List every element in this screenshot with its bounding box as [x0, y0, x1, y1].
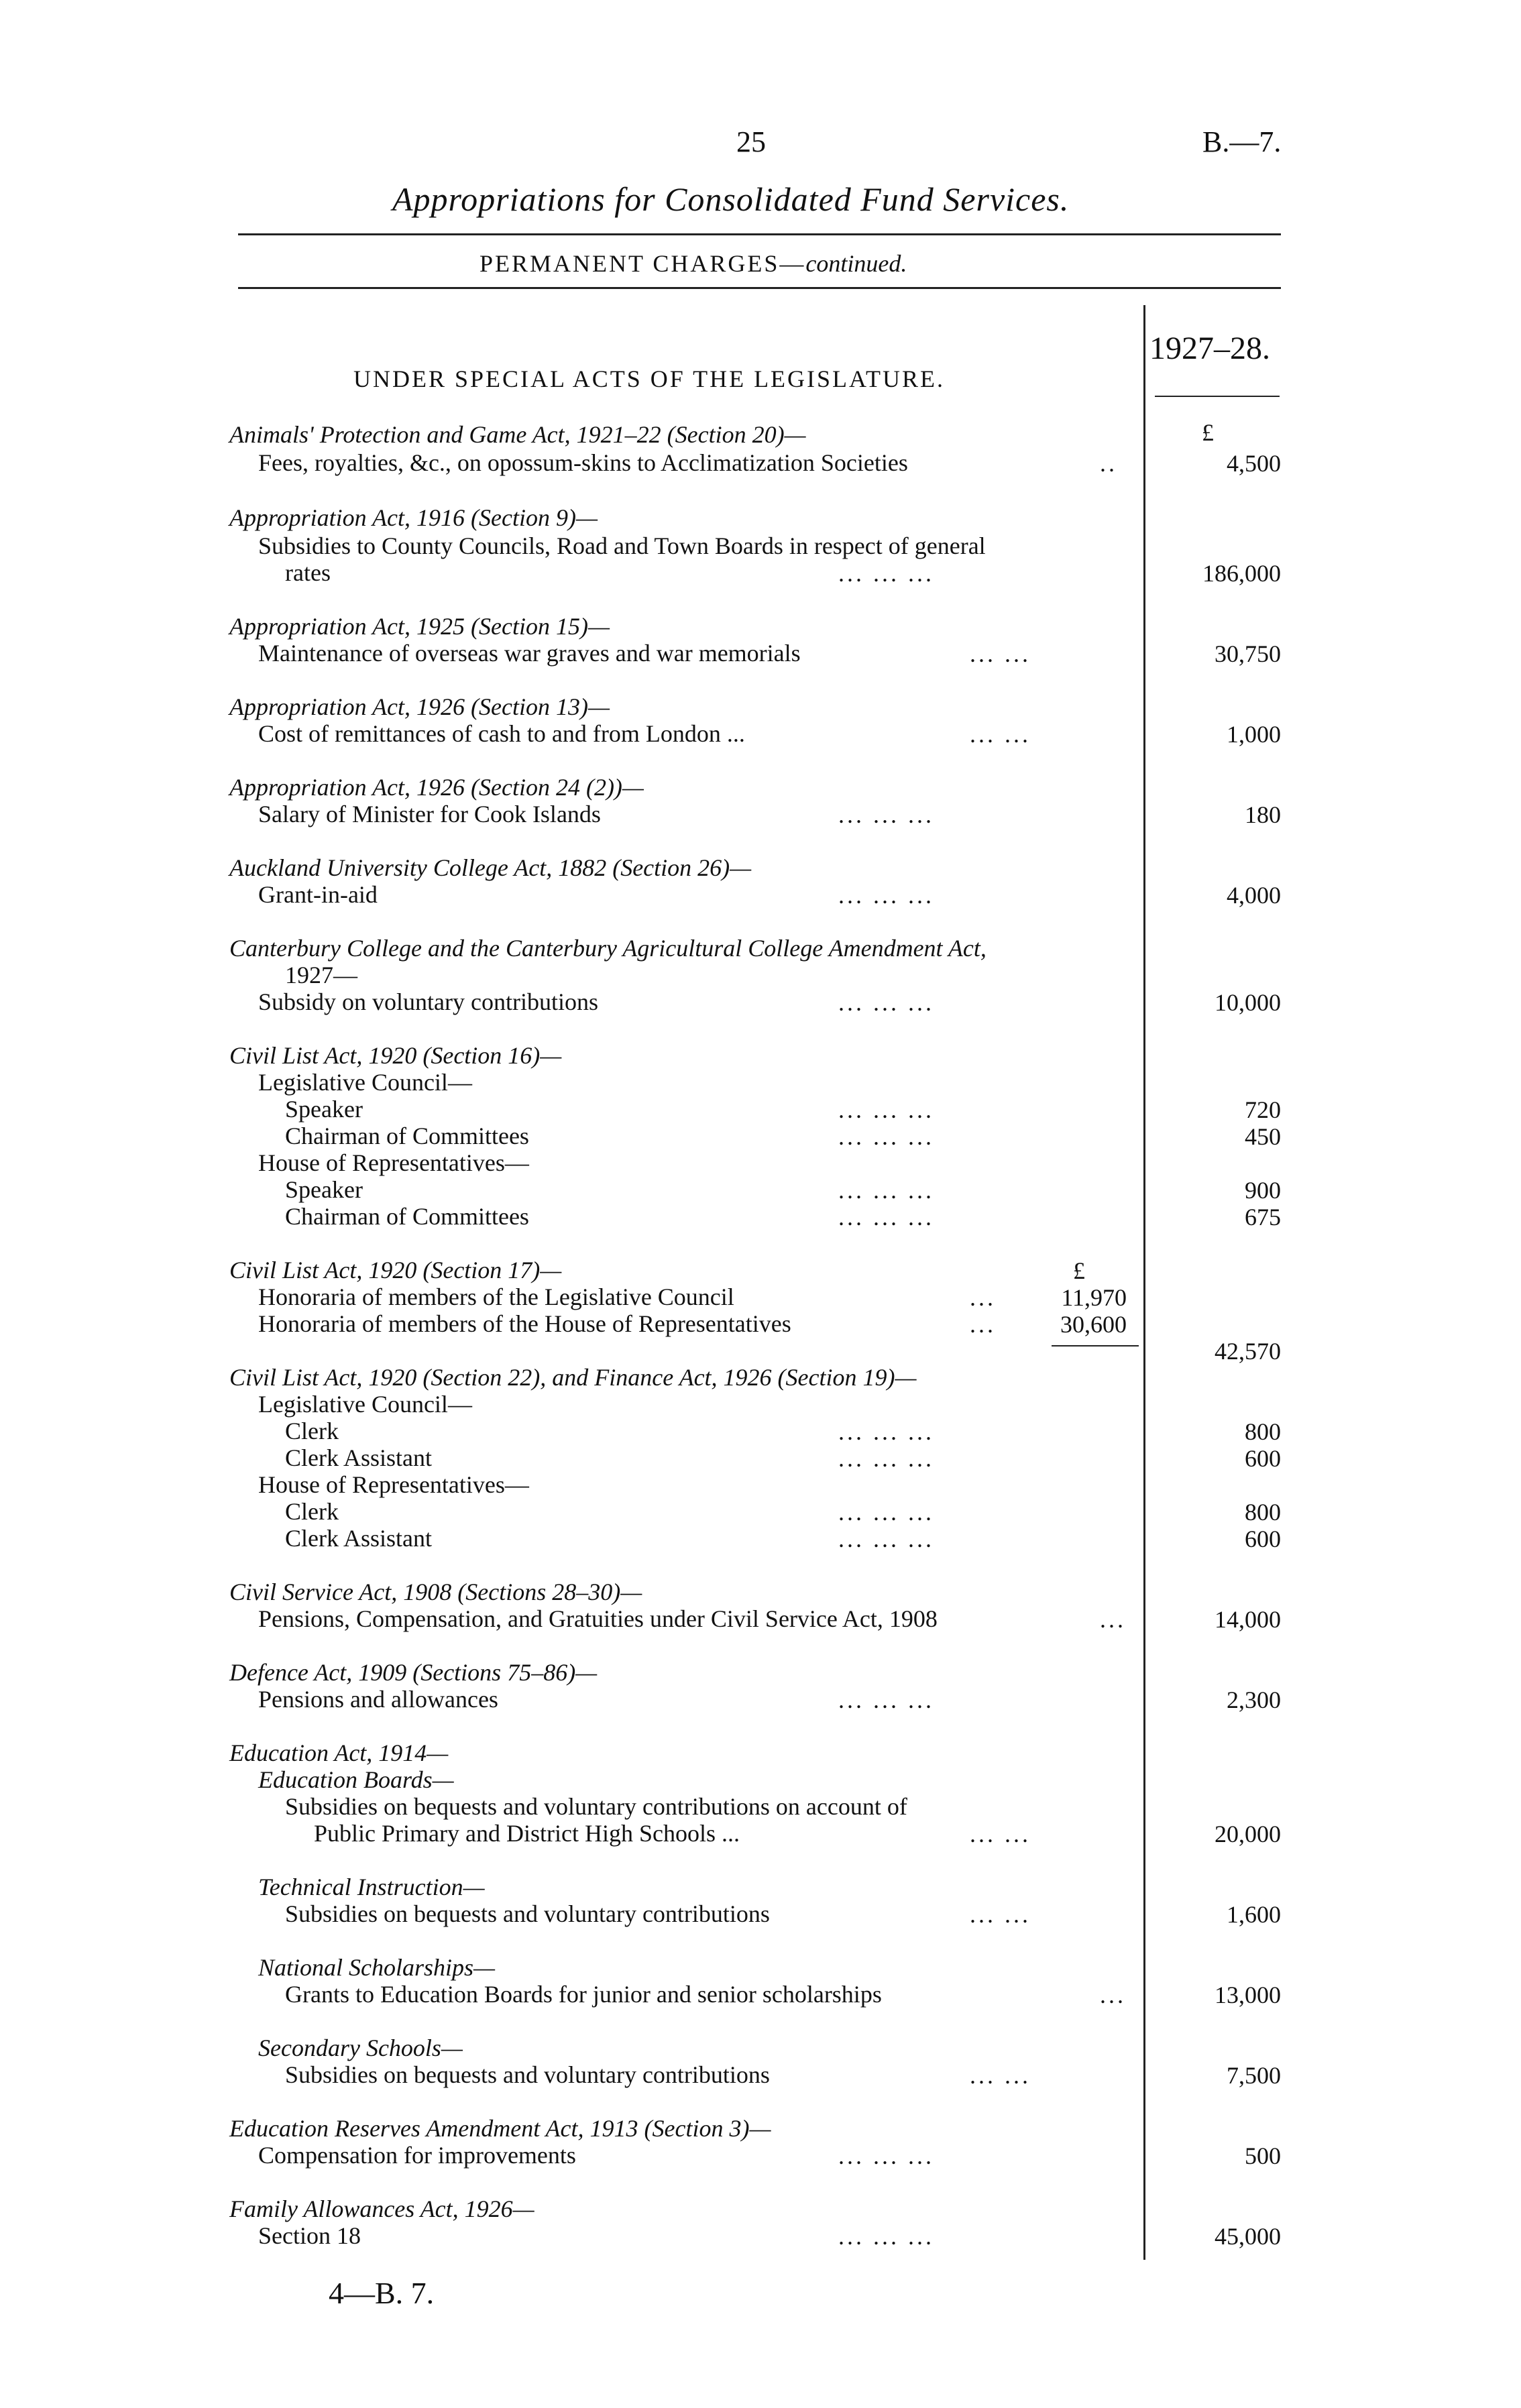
leader-dots: ... ... ...	[838, 1445, 934, 1472]
leader-dots: ... ... ...	[838, 1177, 934, 1204]
act-title: Appropriation Act, 1916 (Section 9)—	[229, 504, 598, 531]
amount: 14,000	[1215, 1606, 1281, 1633]
amount: 180	[1245, 801, 1281, 828]
item-text: Clerk	[285, 1498, 339, 1525]
subtotal-rule	[1052, 1345, 1139, 1346]
item-text: rates	[285, 559, 331, 586]
amount: 900	[1245, 1177, 1281, 1204]
leader-dots: ... ...	[970, 2062, 1031, 2089]
act-title: Family Allowances Act, 1926—	[229, 2195, 534, 2222]
act-title: Auckland University College Act, 1882 (Section 26)—	[229, 854, 752, 881]
inner-currency-symbol: £	[1073, 1257, 1085, 1284]
item-text: Pensions, Compensation, and Gratuities under Civil Service Act, 1908	[258, 1605, 938, 1632]
page-subtitle: PERMANENT CHARGES—continued.	[480, 250, 907, 277]
amount: 4,000	[1227, 882, 1281, 909]
leader-dots: ... ... ...	[838, 560, 934, 587]
leader-dots: ... ...	[970, 721, 1031, 748]
item-text: Subsidy on voluntary contributions	[258, 988, 598, 1015]
leader-dots: ... ...	[970, 640, 1031, 667]
amount: 1,000	[1227, 721, 1281, 748]
amount: 500	[1245, 2142, 1281, 2169]
amount: 4,500	[1227, 450, 1281, 477]
amount: 800	[1245, 1499, 1281, 1526]
sub-heading: Education Boards—	[258, 1766, 454, 1793]
sub-amount: 11,970	[1061, 1284, 1127, 1311]
amount: 600	[1245, 1526, 1281, 1552]
act-title-continued: 1927—	[285, 962, 357, 988]
group-heading: Legislative Council—	[258, 1069, 472, 1096]
amount-column-divider	[1143, 305, 1145, 2260]
title-rule	[238, 233, 1281, 235]
leader-dots: ... ... ...	[838, 2142, 934, 2169]
sub-heading: National Scholarships—	[258, 1954, 496, 1981]
section-heading: UNDER SPECIAL ACTS OF THE LEGISLATURE.	[353, 365, 946, 392]
amount: 186,000	[1202, 560, 1281, 587]
amount: 30,750	[1215, 640, 1281, 667]
page-title: Appropriations for Consolidated Fund Services.	[392, 180, 1070, 218]
leader-dots: ... ...	[970, 1901, 1031, 1928]
leader-dots: ... ... ...	[838, 1686, 934, 1713]
act-title: Animals' Protection and Game Act, 1921–22 (Section 20)—	[229, 421, 806, 448]
act-title: Civil List Act, 1920 (Section 16)—	[229, 1042, 562, 1069]
group-heading: Legislative Council—	[258, 1391, 472, 1418]
sub-amount: 30,600	[1060, 1311, 1127, 1338]
item-text: Maintenance of overseas war graves and war memorials	[258, 640, 801, 667]
leader-dots: ... ... ...	[838, 1204, 934, 1230]
act-title: Education Reserves Amendment Act, 1913 (Section 3)—	[229, 2115, 771, 2142]
act-title: Appropriation Act, 1925 (Section 15)—	[229, 613, 610, 640]
item-text: Honoraria of members of the House of Representatives	[258, 1310, 791, 1337]
amount: 7,500	[1227, 2062, 1281, 2089]
item-text: Chairman of Committees	[285, 1123, 529, 1149]
item-text: Public Primary and District High Schools ...	[314, 1820, 740, 1847]
act-title: Appropriation Act, 1926 (Section 13)—	[229, 693, 610, 720]
amount: 800	[1245, 1418, 1281, 1445]
item-text: Compensation for improvements	[258, 2142, 576, 2169]
item-text: Clerk	[285, 1418, 339, 1444]
page-number: 25	[736, 125, 766, 158]
leader-dots: ... ... ...	[838, 1096, 934, 1123]
amount: 20,000	[1215, 1821, 1281, 1847]
year-header-rule	[1155, 396, 1280, 397]
item-text: Pensions and allowances	[258, 1686, 498, 1713]
leader-dots: ...	[970, 1284, 996, 1311]
leader-dots: ...	[1100, 1982, 1126, 2008]
amount: 2,300	[1227, 1686, 1281, 1713]
item-text: Honoraria of members of the Legislative Council	[258, 1283, 734, 1310]
act-title: Canterbury College and the Canterbury Agricultural College Amendment Act,	[229, 935, 987, 962]
act-title: Civil Service Act, 1908 (Sections 28–30)—	[229, 1579, 642, 1605]
leader-dots: ... ...	[970, 1821, 1031, 1847]
act-title: Appropriation Act, 1926 (Section 24 (2))—	[229, 774, 644, 801]
amount: 10,000	[1215, 989, 1281, 1016]
act-title: Defence Act, 1909 (Sections 75–86)—	[229, 1659, 598, 1686]
item-text: Subsidies to County Councils, Road and Town Boards in respect of general	[258, 532, 986, 559]
page-footer: 4—B. 7.	[329, 2276, 435, 2310]
leader-dots: ... ... ...	[838, 1123, 934, 1150]
subtitle-rule	[238, 287, 1281, 289]
item-text: Grant-in-aid	[258, 881, 378, 908]
group-heading: House of Representatives—	[258, 1149, 529, 1176]
item-text: Cost of remittances of cash to and from London ...	[258, 720, 745, 747]
amount: 675	[1245, 1204, 1281, 1230]
leader-dots: ... ... ...	[838, 1499, 934, 1526]
act-title: Civil List Act, 1920 (Section 17)—	[229, 1257, 562, 1283]
item-text: Clerk Assistant	[285, 1444, 433, 1471]
document-reference: B.—7.	[1202, 125, 1282, 158]
item-text: Clerk Assistant	[285, 1525, 433, 1552]
amount: 1,600	[1227, 1901, 1281, 1928]
group-heading: House of Representatives—	[258, 1471, 529, 1498]
item-text: Speaker	[285, 1176, 363, 1203]
leader-dots: ... ... ...	[838, 1526, 934, 1552]
leader-dots: ..	[1100, 450, 1117, 477]
item-text: Subsidies on bequests and voluntary contributions	[285, 1900, 770, 1927]
item-text: Chairman of Committees	[285, 1203, 529, 1230]
act-title: Civil List Act, 1920 (Section 22), and Finance Act, 1926 (Section 19)—	[229, 1364, 917, 1391]
amount: 600	[1245, 1445, 1281, 1472]
leader-dots: ... ... ...	[838, 1418, 934, 1445]
leader-dots: ... ... ...	[838, 989, 934, 1016]
amount: 45,000	[1215, 2223, 1281, 2250]
amount: 13,000	[1215, 1982, 1281, 2008]
leader-dots: ...	[1100, 1606, 1126, 1633]
item-text: Section 18	[258, 2222, 361, 2249]
item-text: Speaker	[285, 1096, 363, 1123]
item-text: Salary of Minister for Cook Islands	[258, 801, 601, 827]
item-text: Subsidies on bequests and voluntary contributions on account of	[285, 1793, 907, 1820]
leader-dots: ...	[970, 1311, 996, 1338]
amount: 720	[1245, 1096, 1281, 1123]
leader-dots: ... ... ...	[838, 2223, 934, 2250]
sub-heading: Technical Instruction—	[258, 1874, 485, 1900]
year-column-header: 1927–28.	[1149, 331, 1270, 366]
leader-dots: ... ... ...	[838, 801, 934, 828]
amount: 450	[1245, 1123, 1281, 1150]
item-text: Grants to Education Boards for junior and senior scholarships	[285, 1981, 882, 2008]
leader-dots: ... ... ...	[838, 882, 934, 909]
item-text: Fees, royalties, &c., on opossum-skins to Acclimatization Societies	[258, 449, 908, 476]
currency-symbol: £	[1202, 419, 1214, 446]
sub-heading: Secondary Schools—	[258, 2034, 463, 2061]
act-title: Education Act, 1914—	[229, 1739, 449, 1766]
item-text: Subsidies on bequests and voluntary contributions	[285, 2061, 770, 2088]
amount: 42,570	[1215, 1338, 1281, 1365]
